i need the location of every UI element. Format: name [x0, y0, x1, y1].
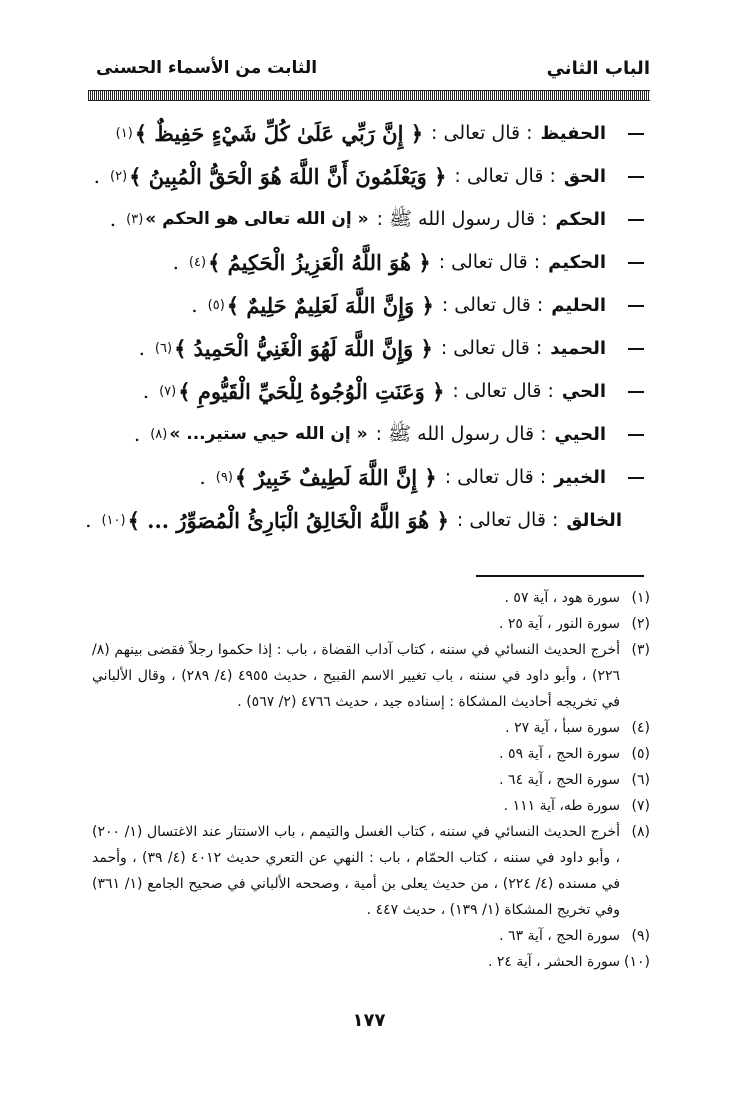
page-header	[88, 40, 650, 80]
name-entry: الحميد : قال تعالى : ﴿ وَإِنَّ اللَّهَ لَهُوَ الْغَنِيُّ الْحَمِيدُ ﴾ (٦) .	[88, 327, 644, 370]
footnote	[92, 767, 650, 793]
bullet-dash	[628, 305, 644, 307]
footnote-number: (٢)	[631, 616, 650, 632]
footnote-text: أخرج الحديث النسائي في سننه ، كتاب الغسل والتيمم ، باب الاستتار عند الاغتسال (١/ ٢٠٠) ، وأبو داود في سننه ، كتاب الحمّام ، باب : النهي عن التعري حديث ٤٠١٢ (٤/ ٣٩) ، وأحمد في مسنده (٤/ ٢٢٤) ، من حديث يعلى بن أمية ، وصححه الألباني في صحيح الجامع (١/ ٣٦١) وفي تخريج المشكاة (١/ ١٣٩) ، حديث ٤٤٧ .	[92, 824, 621, 918]
divine-name: الحيي	[554, 424, 606, 445]
footnote	[92, 637, 650, 715]
entry-quote: ﴿ إِنَّ رَبِّي عَلَىٰ كُلِّ شَيْءٍ حَفِيظٌ ﴾	[134, 121, 424, 146]
footnote-text: سورة الحج ، آية ٦٣ .	[499, 928, 620, 944]
header-divider	[88, 90, 650, 101]
divine-name: الحليم	[551, 295, 606, 316]
entry-end: .	[133, 422, 141, 446]
divine-name: الحكيم	[548, 252, 606, 273]
entry-intro: : قال تعالى :	[452, 380, 554, 402]
footnote-number: (١)	[631, 590, 650, 606]
footnote-text: سورة الحج ، آية ٥٩ .	[499, 746, 620, 762]
footnote-number: (٩)	[631, 928, 650, 944]
entry-quote: ﴿ هُوَ اللَّهُ الْخَالِقُ الْبَارِئُ الْمُصَوِّرُ ... ﴾	[127, 508, 449, 533]
footnote-text: سورة سبأ ، آية ٢٧ .	[505, 720, 620, 736]
footnote-text: سورة الحشر ، آية ٢٤ .	[487, 954, 620, 970]
footnote	[92, 923, 650, 949]
entry-quote: ﴿ إِنَّ اللَّهَ لَطِيفٌ خَبِيرٌ ﴾	[234, 465, 437, 490]
names-list	[85, 112, 644, 542]
book-page	[85, 40, 650, 1070]
footnote	[92, 819, 650, 923]
divine-name: الخبير	[554, 467, 606, 488]
footnotes-list	[92, 585, 650, 975]
footnote-text: أخرج الحديث النسائي في سننه ، كتاب آداب القضاة ، باب : إذا حكموا رجلاً فقضى بينهم (٨/ ٢٢٦) ، وأبو داود في سننه ، باب تغيير الاسم القبيح ، حديث ٤٩٥٥ (٤/ ٢٨٩) ، وقال الألباني في تخريجه أحاديث المشكاة : إسناده جيد ، حديث ٤٧٦٦ (٢/ ٥٦٧) .	[92, 642, 620, 710]
name-entry: الحكم : قال رسول الله ﷺ : « إن الله تعالى هو الحكم » (٣) .	[88, 198, 644, 241]
divine-name: الحميد	[550, 338, 606, 359]
entry-end: .	[138, 336, 145, 360]
entry-quote: ﴿ وَإِنَّ اللَّهَ لَهُوَ الْغَنِيُّ الْحَمِيدُ ﴾	[174, 336, 433, 361]
entry-end: .	[191, 293, 198, 317]
entry-quote: ﴿ وَإِنَّ اللَّهَ لَعَلِيمٌ حَلِيمٌ ﴾	[226, 293, 434, 318]
name-entry: الخالق : قال تعالى : ﴿ هُوَ اللَّهُ الْخَالِقُ الْبَارِئُ الْمُصَوِّرُ ... ﴾ (١٠) .	[88, 499, 644, 542]
divine-name: الحكم	[555, 209, 606, 230]
entry-intro: : قال رسول الله ﷺ :	[376, 208, 548, 230]
name-entry: الحيي : قال رسول الله ﷺ : « إن الله حيي ستير... » (٨) .	[88, 413, 644, 456]
entry-quote: « إن الله تعالى هو الحكم »	[145, 209, 369, 229]
entry-quote: « إن الله حيي ستير... »	[169, 424, 368, 444]
entry-intro: : قال تعالى :	[456, 509, 559, 531]
footnote-number: (٤)	[631, 720, 650, 736]
entry-quote: ﴿ وَيَعْلَمُونَ أَنَّ اللَّهَ هُوَ الْحَقُّ الْمُبِينُ ﴾	[129, 164, 447, 189]
bullet-dash	[628, 391, 644, 393]
entry-intro: : قال تعالى :	[440, 337, 543, 359]
name-entry: الحليم : قال تعالى : ﴿ وَإِنَّ اللَّهَ لَعَلِيمٌ حَلِيمٌ ﴾ (٥) .	[88, 284, 644, 327]
entry-end: .	[199, 465, 206, 489]
footnote-text: سورة هود ، آية ٥٧ .	[504, 590, 620, 606]
divine-name: الحق	[563, 166, 606, 187]
entry-quote: ﴿ هُوَ اللَّهُ الْعَزِيزُ الْحَكِيمُ ﴾	[208, 250, 431, 275]
entry-quote: ﴿ وَعَنَتِ الْوُجُوهُ لِلْحَيِّ الْقَيُّومِ ﴾	[178, 379, 445, 404]
divine-name: الخالق	[566, 510, 622, 531]
footnote	[92, 741, 650, 767]
name-entry: الحق : قال تعالى : ﴿ وَيَعْلَمُونَ أَنَّ اللَّهَ هُوَ الْحَقُّ الْمُبِينُ ﴾ (٢) .	[88, 155, 644, 198]
entry-end: .	[85, 508, 92, 532]
entry-intro: : قال تعالى :	[444, 466, 547, 488]
divine-name: الحفيظ	[540, 123, 606, 144]
entry-end: .	[109, 207, 117, 231]
footnote	[92, 611, 650, 637]
bullet-dash	[628, 348, 644, 350]
entry-intro: : قال تعالى :	[431, 122, 533, 144]
entry-intro: : قال رسول الله ﷺ :	[375, 423, 547, 445]
footnotes-divider	[476, 575, 644, 577]
page-number: ١٧٧	[352, 1010, 386, 1031]
footnote-text: سورة النور ، آية ٢٥ .	[499, 616, 620, 632]
entry-intro: : قال تعالى :	[441, 294, 544, 316]
entry-intro: : قال تعالى :	[454, 165, 556, 187]
divine-name: الحي	[561, 381, 606, 402]
footnote-number: (٥)	[631, 746, 650, 762]
entry-end: .	[172, 250, 179, 274]
name-entry: الخبير : قال تعالى : ﴿ إِنَّ اللَّهَ لَطِيفٌ خَبِيرٌ ﴾ (٩) .	[88, 456, 644, 499]
bullet-dash	[628, 477, 644, 479]
entry-end: .	[142, 379, 150, 403]
footnote	[92, 949, 650, 975]
footnote-text: سورة الحج ، آية ٦٤ .	[499, 772, 620, 788]
entry-end: .	[93, 164, 101, 188]
section-title: الثابت من الأسماء الحسنى	[96, 58, 318, 78]
name-entry: الحكيم : قال تعالى : ﴿ هُوَ اللَّهُ الْعَزِيزُ الْحَكِيمُ ﴾ (٤) .	[88, 241, 644, 284]
name-entry: الحي : قال تعالى : ﴿ وَعَنَتِ الْوُجُوهُ لِلْحَيِّ الْقَيُّومِ ﴾ (٧) .	[88, 370, 644, 413]
bullet-dash	[628, 262, 644, 264]
footnote-number: (٦)	[631, 772, 650, 788]
footnote-number: (٧)	[631, 798, 650, 814]
bullet-dash	[628, 219, 644, 221]
footnote	[92, 793, 650, 819]
bullet-dash	[628, 133, 644, 135]
bullet-dash	[628, 176, 644, 178]
footnote	[92, 585, 650, 611]
name-entry: الحفيظ : قال تعالى : ﴿ إِنَّ رَبِّي عَلَىٰ كُلِّ شَيْءٍ حَفِيظٌ ﴾ (١)	[88, 112, 644, 155]
entry-intro: : قال تعالى :	[438, 251, 541, 273]
footnote	[92, 715, 650, 741]
bullet-dash	[628, 434, 644, 436]
footnote-number: (١٠)	[624, 954, 650, 970]
chapter-title: الباب الثاني	[546, 58, 650, 79]
footnote-number: (٣)	[631, 642, 650, 658]
footnote-number: (٨)	[631, 824, 650, 840]
footnote-text: سورة طه، آية ١١١ .	[503, 798, 620, 814]
